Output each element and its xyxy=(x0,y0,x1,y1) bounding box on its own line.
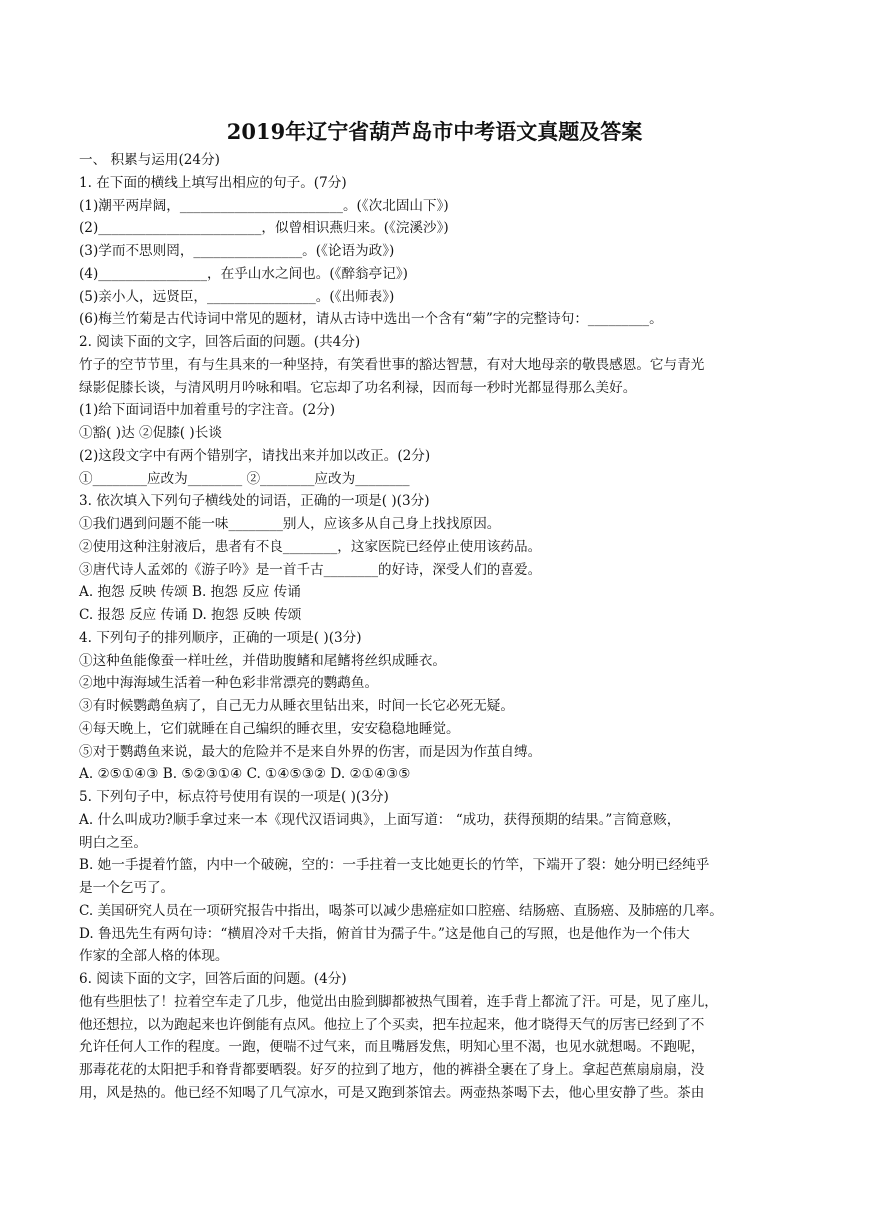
text-line: C. 美国研究人员在一项研究报告中指出，喝茶可以减少患癌症如口腔癌、结肠癌、直肠癌、及肺癌的几率。 xyxy=(79,902,723,919)
text-line: 他还想拉，以为跑起来也许倒能有点风。他拉上了个买卖，把车拉起来，他才晓得天气的厉害已经到了不 xyxy=(79,1016,705,1033)
text-line: 一、 积累与运用(24分) xyxy=(79,152,220,168)
text-line: (1)给下面词语中加着重号的字注音。(2分) xyxy=(79,402,336,419)
text-line: (6)梅兰竹菊是古代诗词中常见的题材，请从古诗中选出一个含有“菊”字的完整诗句：_________。 xyxy=(79,311,663,328)
text-line: 是一个乞丐了。 xyxy=(79,880,175,896)
text-line: C. 报怨 反应 传诵 D. 抱怨 反映 传颂 xyxy=(79,607,302,623)
text-line: 4. 下列句子的排列顺序，正确的一项是( )(3分) xyxy=(79,629,362,646)
text-line: ①这种鱼能像蚕一样吐丝，并借助腹鳍和尾鳍将丝织成睡衣。 xyxy=(79,652,447,669)
text-line: (3)学而不思则罔，________________。(《论语为政》) xyxy=(79,243,395,259)
text-line: 他有些胆怯了！拉着空车走了几步，他觉出由脸到脚都被热气围着，连手背上都流了汗。可是，见了座儿， xyxy=(79,993,718,1010)
text-line: ③有时候鹦鹉鱼病了，自己无力从睡衣里钻出来，时间一长它必死无疑。 xyxy=(79,698,514,714)
text-line: 用，风是热的。他已经不知喝了几气凉水，可是又跑到茶馆去。两壶热茶喝下去，他心里安静了些。茶由 xyxy=(79,1084,705,1101)
text-line: ①豁( )达 ②促膝( )长谈 xyxy=(79,425,222,441)
text-line: (2)这段文字中有两个错别字，请找出来并加以改正。(2分) xyxy=(79,447,431,464)
text-line: ②地中海海域生活着一种色彩非常漂亮的鹦鹉鱼。 xyxy=(79,675,379,692)
text-line: 竹子的空节节里，有与生具来的一种坚持，有笑看世事的豁达智慧，有对大地母亲的敬畏感恩。它与青光 xyxy=(79,356,705,373)
text-line: A. 抱怨 反映 传颂 B. 抱怨 反应 传诵 xyxy=(79,584,301,601)
text-line: (4)________________，在乎山水之间也。(《醉翁亭记》) xyxy=(79,265,408,282)
text-line: 明白之至。 xyxy=(79,834,147,851)
text-line: ③唐代诗人孟郊的《游子吟》是一首千古________的好诗，深受人们的喜爱。 xyxy=(79,561,542,578)
page-title: 2019年辽宁省葫芦岛市中考语文真题及答案 xyxy=(226,119,643,144)
text-line: 1. 在下面的横线上填写出相应的句子。(7分) xyxy=(79,174,347,191)
text-line: 3. 依次填入下列句子横线处的词语，正确的一项是( )(3分) xyxy=(79,493,430,510)
text-line: (1)潮平两岸阔，________________________。(《次北固山下》) xyxy=(79,197,449,214)
text-line: ①我们遇到问题不能一味________别人，应该多从自己身上找找原因。 xyxy=(79,516,501,532)
text-line: 6. 阅读下面的文字，回答后面的问题。(4分) xyxy=(79,971,347,987)
text-line: 5. 下列句子中，标点符号使用有误的一项是( )(3分) xyxy=(79,789,389,805)
text-line: ①________应改为________ ②________应改为________ xyxy=(79,470,410,487)
text-line: 作家的全部人格的体现。 xyxy=(79,948,229,965)
text-line: 绿影促膝长谈，与清风明月吟咏和唱。它忘却了功名利禄，因而每一秒时光都显得那么美好。 xyxy=(79,379,637,396)
text-line: 允许任何人工作的程度。一跑，便喘不过气来，而且嘴唇发焦，明知心里不渴，也见水就想喝。不跑呢， xyxy=(79,1039,705,1056)
text-line: 那毒花花的太阳把手和脊背都要晒裂。好歹的拉到了地方，他的裤褂全裹在了身上。拿起芭蕉扇扇扇，没 xyxy=(79,1062,705,1078)
text-line: A. 什么叫成功?顺手拿过来一本《现代汉语词典》，上面写道： “成功，获得预期的结果。”言简意赅， xyxy=(79,811,681,828)
text-line: B. 她一手提着竹篮，内中一个破碗，空的：一手拄着一支比她更长的竹竿，下端开了裂：她分明已经纯乎 xyxy=(79,857,710,874)
text-line: ⑤对于鹦鹉鱼来说，最大的危险并不是来自外界的伤害，而是因为作茧自缚。 xyxy=(79,743,542,760)
text-line: (2)________________________，似曾相识燕归来。(《浣溪沙》) xyxy=(79,220,449,237)
text-line: ④每天晚上，它们就睡在自己编织的睡衣里，安安稳稳地睡觉。 xyxy=(79,720,460,737)
text-line: D. 鲁迅先生有两句诗：“横眉冷对千夫指，俯首甘为孺子牛。”这是他自己的写照，也是他作为一个伟大 xyxy=(79,925,690,942)
text-line: (5)亲小人，远贤臣，________________。(《出师表》) xyxy=(79,288,395,305)
text-line: 2. 阅读下面的文字，回答后面的问题。(共4分) xyxy=(79,334,361,350)
text-line: ②使用这种注射液后，患者有不良________，这家医院已经停止使用该药品。 xyxy=(79,538,542,555)
text-line: A. ②⑤①④③ B. ⑤②③①④ C. ①④⑤③② D. ②①④③⑤ xyxy=(79,766,411,783)
